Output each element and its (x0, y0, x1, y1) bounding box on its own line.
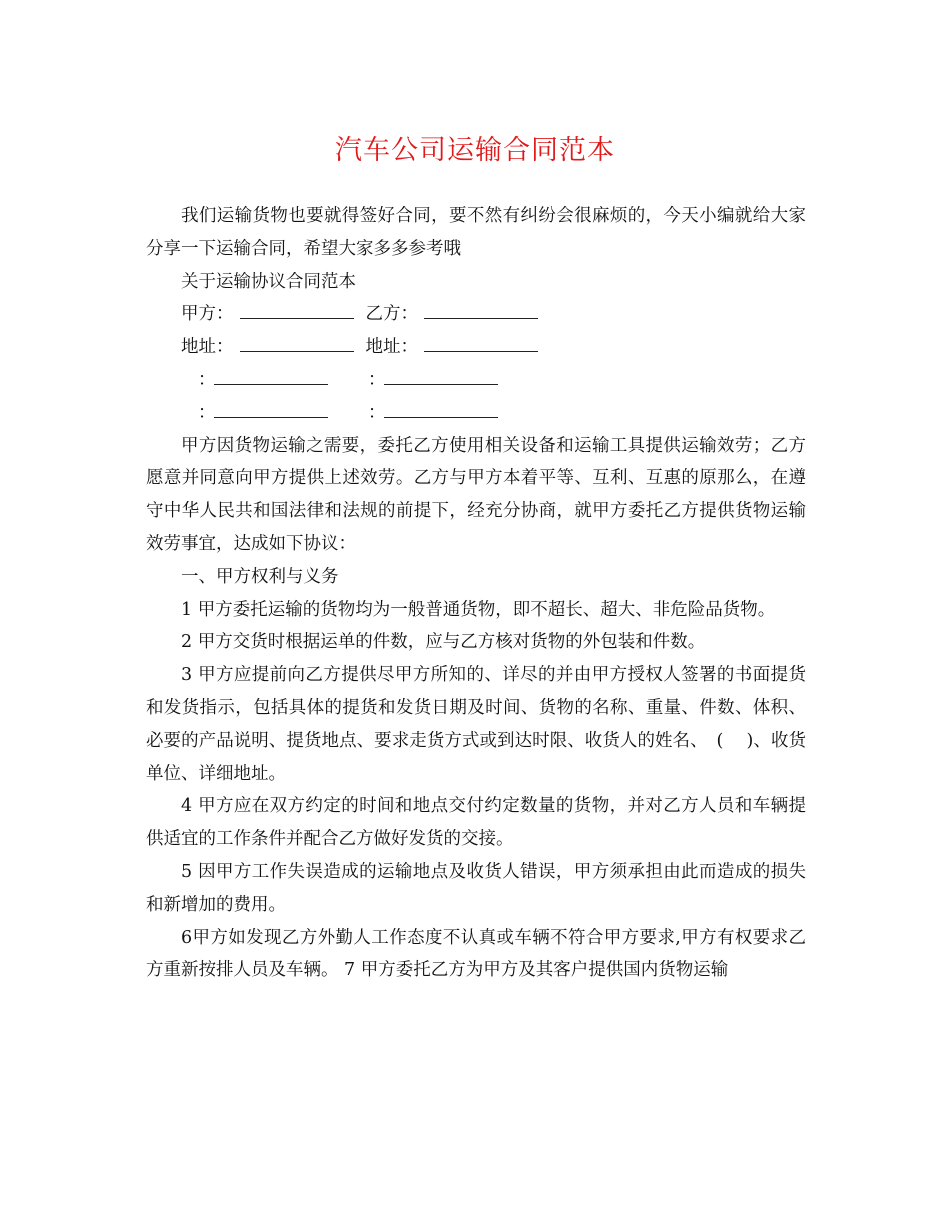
clause-paragraph: 4 甲方应在双方约定的时间和地点交付约定数量的货物，并对乙方人员和车辆提供适宜的工作条件并配合乙方做好发货的交接。 (146, 796, 806, 850)
party-b-field (366, 298, 539, 331)
contract-subtitle: 关于运输协议合同范本 (181, 271, 356, 292)
blank-line[interactable] (384, 366, 498, 385)
address-a-blank[interactable] (240, 333, 354, 352)
blank-line[interactable] (214, 399, 328, 418)
blank-colon: ： (368, 369, 386, 390)
party-row (146, 298, 806, 331)
document-title: 汽车公司运输合同范本 (335, 135, 615, 166)
clause-paragraph: 1 甲方委托运输的货物均为一般普通货物，即不超长、超大、非危险品货物。 (181, 599, 776, 620)
blank-line[interactable] (384, 399, 498, 418)
document-body (146, 200, 806, 987)
blank-field (368, 397, 498, 430)
blank-field (198, 397, 328, 430)
blank-field (368, 364, 498, 397)
party-a-blank[interactable] (240, 300, 354, 319)
blank-colon: ： (368, 402, 386, 423)
party-b-blank[interactable] (424, 300, 538, 319)
blank-field (198, 364, 328, 397)
clause-paragraph: 3 甲方应提前向乙方提供尽甲方所知的、详尽的并由甲方授权人签署的书面提货和发货指示，包括具体的提货和发货日期及时间、货物的名称、重量、件数、体积、必要的产品说明、提货地点、要求走货方式或到达时限、收货人的姓名、 ( )、收货单位、详细地址。 (146, 665, 806, 784)
address-a-label: 地址： (181, 337, 234, 358)
blank-row-1 (146, 364, 806, 397)
blank-colon: ： (198, 369, 216, 390)
preamble-paragraph: 甲方因货物运输之需要，委托乙方使用相关设备和运输工具提供运输效劳；乙方愿意并同意向甲方提供上述效劳。乙方与甲方本着平等、互利、互惠的原那么，在遵守中华人民共和国法律和法规的前提下，经充分协商，就甲方委托乙方提供货物运输效劳事宜，达成如下协议： (146, 435, 806, 554)
blank-line[interactable] (214, 366, 328, 385)
address-b-field (366, 331, 539, 364)
party-b-label: 乙方： (365, 304, 418, 325)
address-a-field (181, 331, 354, 364)
address-row (146, 331, 806, 364)
blank-row-2 (146, 397, 806, 430)
clause-paragraph: 6甲方如发现乙方外勤人工作态度不认真或车辆不符合甲方要求,甲方有权要求乙方重新按排人员及车辆。 7 甲方委托乙方为甲方及其客户提供国内货物运输 (146, 927, 806, 981)
clause-paragraph: 5 因甲方工作失误造成的运输地点及收货人错误，甲方须承担由此而造成的损失和新增加的费用。 (146, 861, 806, 915)
party-a-label: 甲方： (181, 304, 234, 325)
intro-paragraph: 我们运输货物也要就得签好合同，要不然有纠纷会很麻烦的，今天小编就给大家分享一下运输合同，希望大家多多参考哦 (146, 206, 806, 259)
section-heading: 一、甲方权利与义务 (181, 566, 339, 587)
address-b-blank[interactable] (424, 333, 538, 352)
blank-colon: ： (198, 402, 216, 423)
address-b-label: 地址： (365, 337, 418, 358)
party-a-field (181, 298, 354, 331)
clause-paragraph: 2 甲方交货时根据运单的件数，应与乙方核对货物的外包装和件数。 (181, 632, 706, 653)
